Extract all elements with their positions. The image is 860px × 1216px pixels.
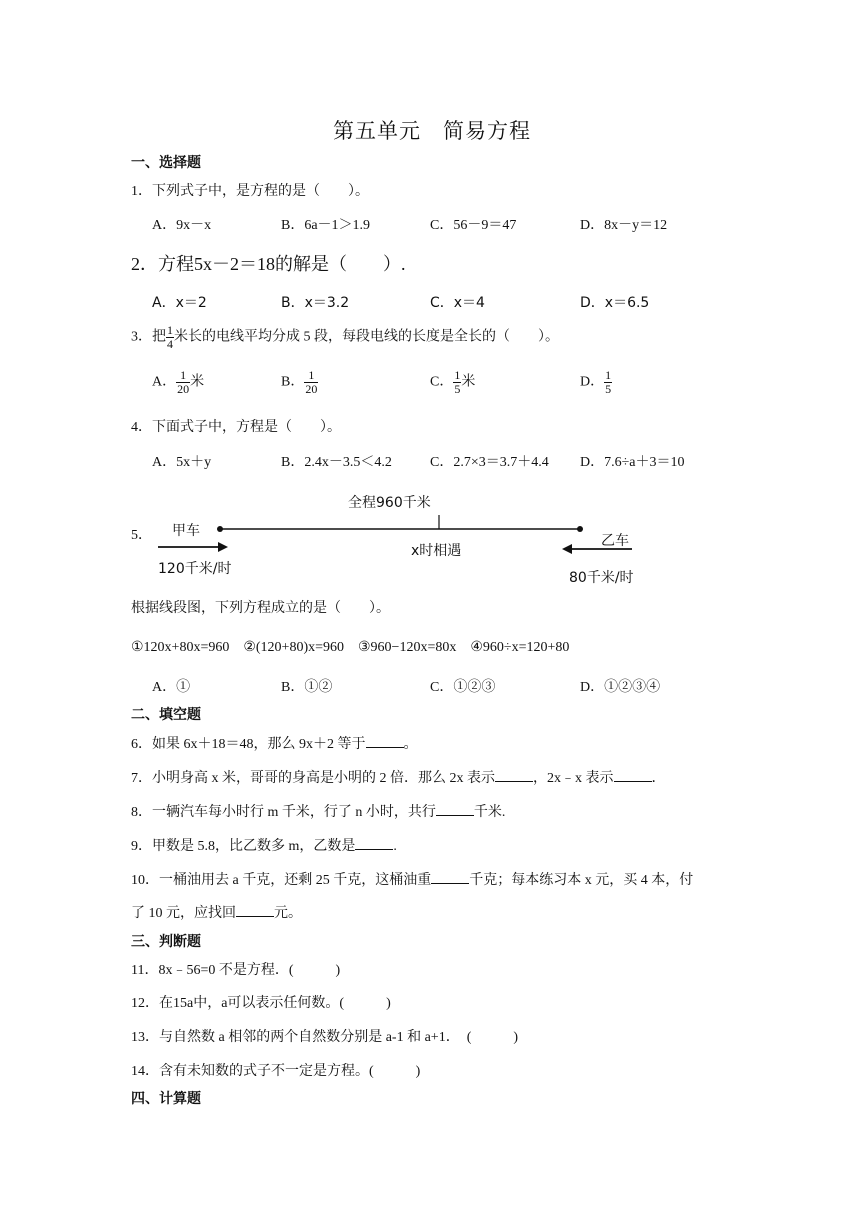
question-1-stem: 1．下列式子中，是方程的是（ ）。 bbox=[131, 184, 369, 199]
answer-blank[interactable] bbox=[431, 871, 469, 884]
question-1-option-a: A．9x－x bbox=[152, 218, 212, 233]
start-point-a bbox=[217, 526, 223, 532]
question-13: 13．与自然数 a 相邻的两个自然数分别是 a-1 和 a+1． ( ) bbox=[131, 1030, 519, 1045]
question-4-option-b: B．2.4x－3.5＜4.2 bbox=[281, 455, 392, 470]
section-heading-judge: 三、判断题 bbox=[131, 934, 201, 950]
question-4-option-c: C．2.7×3＝3.7＋4.4 bbox=[430, 455, 549, 470]
question-5-number: 5． bbox=[131, 528, 152, 543]
question-11: 11．8x﹣56=0 不是方程．( ) bbox=[131, 963, 341, 978]
question-10-line-1: 10．一桶油用去 a 千克，还剩 25 千克，这桶油重 千克；每本练习本 x 元，买 4 本，付 bbox=[131, 873, 694, 888]
question-4-option-a: A．5x＋y bbox=[152, 455, 212, 470]
question-1-option-c: C．56－9＝47 bbox=[430, 218, 517, 233]
question-1-option-b: B．6a－1＞1.9 bbox=[281, 218, 371, 233]
question-1-option-d: D．8x－y＝12 bbox=[580, 218, 668, 233]
question-10-line-2: 了 10 元，应找回 元。 bbox=[131, 906, 302, 921]
question-3-stem bbox=[131, 324, 559, 351]
answer-blank[interactable] bbox=[436, 803, 474, 816]
answer-blank[interactable] bbox=[495, 769, 533, 782]
question-12: 12．在15a中，a可以表示任何数。( ) bbox=[131, 996, 391, 1011]
answer-blank[interactable] bbox=[355, 837, 393, 850]
diagram-car-a-label: 甲车 bbox=[172, 523, 200, 539]
diagram-speed-b-label: 80千米/时 bbox=[569, 570, 634, 586]
section-heading-fill: 二、填空题 bbox=[131, 707, 201, 723]
question-6: 6．如果 6x＋18＝48，那么 9x＋2 等于 。 bbox=[131, 737, 418, 752]
question-2-stem: 2．方程5x－2＝18的解是（ ）. bbox=[131, 254, 406, 274]
question-5-equations: ①120x+80x=960 ②(120+80)x=960 ③960−120x=80x ④960÷x=120+80 bbox=[131, 640, 570, 655]
answer-blank[interactable] bbox=[614, 769, 652, 782]
start-point-b bbox=[577, 526, 583, 532]
question-5-stem: 根据线段图，下列方程成立的是（ ）。 bbox=[131, 601, 390, 616]
question-2-option-b: B．x＝3.2 bbox=[281, 295, 350, 311]
diagram-meet-label: x时相遇 bbox=[411, 543, 462, 559]
question-8: 8．一辆汽车每小时行 m 千米，行了 n 小时，共行 千米. bbox=[131, 805, 506, 820]
diagram-speed-a-label: 120千米/时 bbox=[158, 561, 232, 577]
question-3-option-a: A． $\frac{1}{20}$ 米 bbox=[152, 368, 205, 396]
question-5-option-d: D．①②③④ bbox=[580, 680, 661, 695]
question-5-option-a: A．① bbox=[152, 680, 191, 695]
question-2-option-d: D．x＝6.5 bbox=[580, 295, 650, 311]
answer-blank[interactable] bbox=[236, 904, 274, 917]
question-5-option-b: B．①② bbox=[281, 680, 333, 695]
page-title: 第五单元 简易方程 bbox=[333, 119, 531, 143]
question-5-option-c: C．①②③ bbox=[430, 680, 496, 695]
question-14: 14．含有未知数的式子不一定是方程。( ) bbox=[131, 1064, 421, 1079]
question-3-option-b: B． $\frac{1}{20}$ bbox=[281, 368, 318, 396]
question-3-option-d: D． $\frac{1}{5}$ bbox=[580, 368, 612, 396]
question-9: 9．甲数是 5.8，比乙数多 m，乙数是 . bbox=[131, 839, 397, 854]
question-3-option-c: C． $\frac{1}{5}$ 米 bbox=[430, 368, 476, 396]
question-3-prefix: 3．把 bbox=[131, 329, 166, 345]
question-2-option-c: C．x＝4 bbox=[430, 295, 485, 311]
answer-blank[interactable] bbox=[366, 735, 404, 748]
question-7: 7．小明身高 x 米，哥哥的身高是小明的 2 倍．那么 2x 表示 ，2x﹣x 表示 ． bbox=[131, 771, 666, 786]
section-heading-choice: 一、选择题 bbox=[131, 155, 201, 171]
diagram-car-b-label: 乙车 bbox=[601, 533, 629, 549]
question-4-option-d: D．7.6÷a＋3＝10 bbox=[580, 455, 685, 470]
question-2-option-a: A．x＝2 bbox=[152, 295, 207, 311]
section-heading-calc: 四、计算题 bbox=[131, 1091, 201, 1107]
question-4-stem: 4．下面式子中，方程是（ ）。 bbox=[131, 420, 341, 435]
diagram-total-label: 全程960千米 bbox=[348, 495, 431, 511]
question-3-suffix: 米长的电线平均分成 5 段，每段电线的长度是全长的（ ）。 bbox=[174, 329, 559, 345]
question-3-fraction: $\frac{1}{4}$ bbox=[167, 323, 173, 351]
